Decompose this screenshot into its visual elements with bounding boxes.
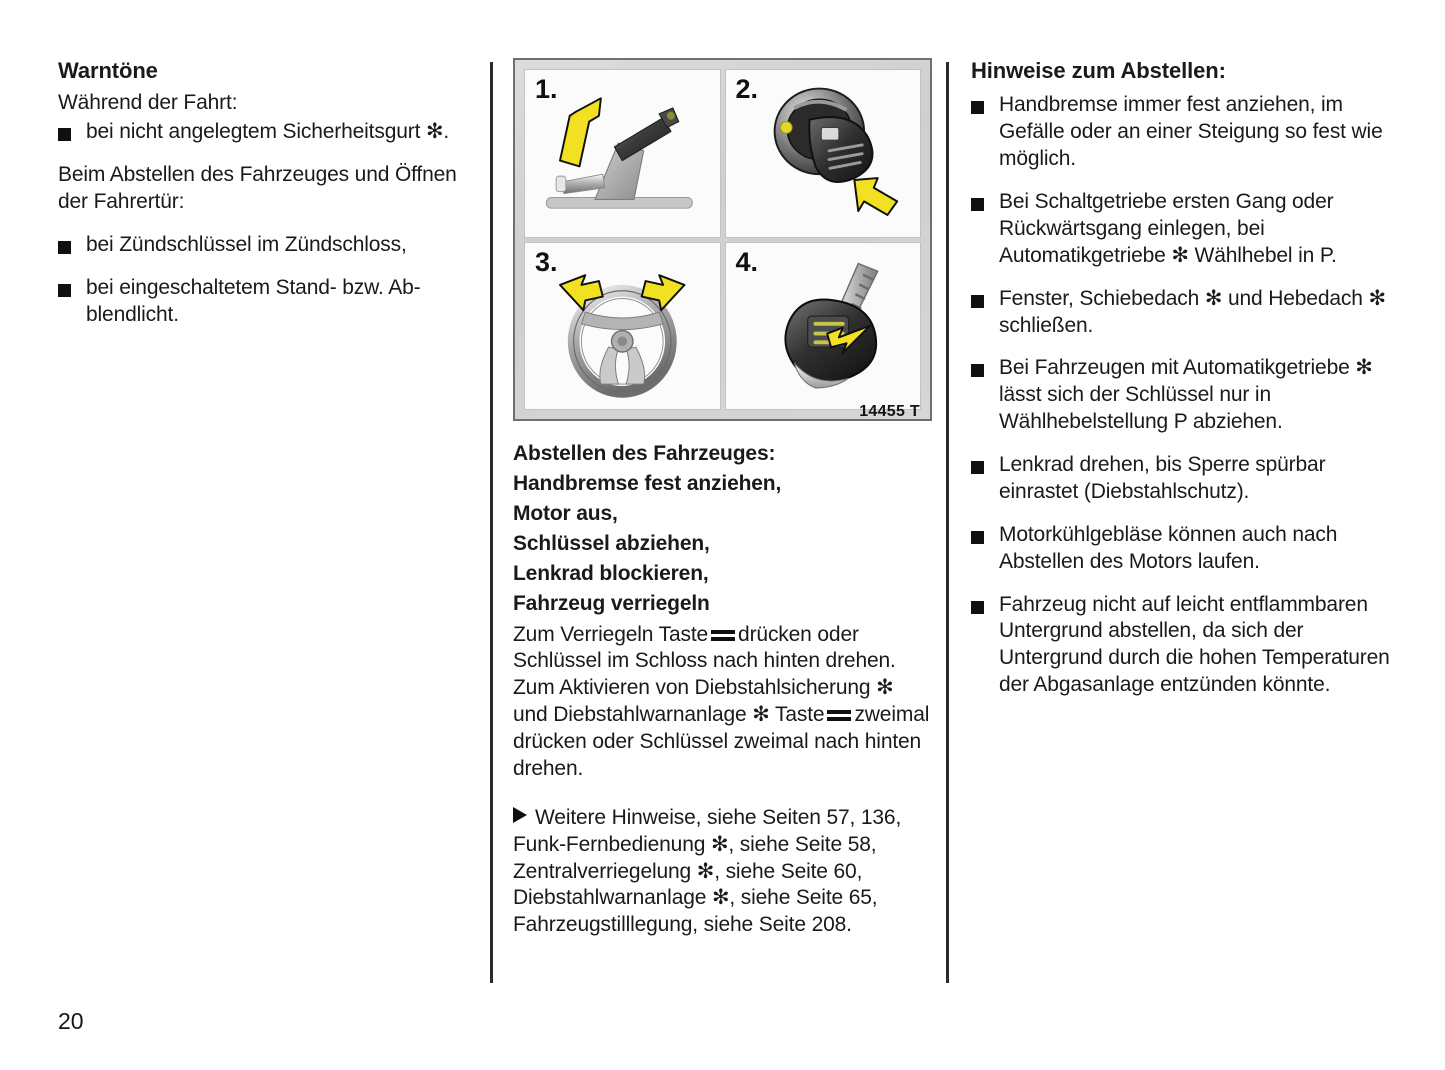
triangle-bullet-icon — [513, 807, 527, 823]
reference-line: Funk-Fernbedienung ✻, siehe Seite 58, — [513, 832, 877, 856]
list-item-label: Lenkrad drehen, bis Sperre spürbar einrastet (Diebstahlschutz). — [999, 453, 1326, 503]
list-item — [971, 355, 1396, 436]
square-bullet-icon — [971, 531, 984, 544]
square-bullet-icon — [971, 461, 984, 474]
middle-column-references — [513, 805, 933, 939]
figure-panel-handbrake — [524, 69, 721, 238]
list-item-label: Bei Fahrzeugen mit Automatikgetriebe ✻ lässt sich der Schlüssel nur in Wählhebelstellung P abziehen. — [999, 356, 1373, 434]
body-text-part-2: drücken oder Schlüssel im Schloss nach hinten drehen. Zum Aktivieren von Diebstahlsicherung ✻ und Diebstahlwarnanlage ✻ Taste — [513, 622, 896, 727]
square-bullet-icon — [58, 284, 71, 297]
bold-line: Motor aus, — [513, 501, 618, 525]
reference-line: Fahrzeugstilllegung, siehe Seite 208. — [513, 913, 852, 937]
reference-line: Zentralverriegelung ✻, siehe Seite 60, — [513, 859, 863, 883]
reference-line: Diebstahlwarnanlage ✻, siehe Seite 65, — [513, 886, 878, 910]
list-item-label: Fenster, Schiebedach ✻ und Hebedach ✻ schließen. — [999, 286, 1386, 337]
panel-number: 4. — [735, 246, 759, 277]
square-bullet-icon — [971, 295, 984, 308]
square-bullet-icon — [58, 241, 71, 254]
page-number: 20 — [58, 1008, 84, 1034]
list-item — [971, 92, 1396, 173]
body-text-part-3: zweimal drücken oder Schlüssel zweimal nach hinten drehen. — [513, 703, 930, 780]
figure-caption: 14455 T — [859, 403, 920, 420]
references-lead: Weitere Hinweise, siehe Seiten 57, 136, — [535, 805, 902, 829]
left-column-second-intro: Beim Abstellen des Fahrzeuges und Öffnen der Fahrertür: — [58, 163, 457, 214]
right-column — [971, 58, 1396, 715]
list-item — [58, 232, 478, 259]
square-bullet-icon — [971, 198, 984, 211]
figure-panel-remote-key — [725, 242, 922, 411]
column-divider-right — [946, 62, 949, 983]
figure-panel-ignition-lock — [725, 69, 922, 238]
middle-column-body — [513, 622, 933, 783]
left-column-intro: Während der Fahrt: — [58, 91, 238, 115]
left-column-heading: Warntöne — [58, 58, 158, 83]
lock-button-symbol-icon — [711, 629, 735, 642]
square-bullet-icon — [971, 364, 984, 377]
left-column — [58, 58, 478, 345]
figure-panel-grid — [524, 69, 921, 410]
middle-column — [513, 440, 933, 939]
bold-line: Abstellen des Fahrzeuges: — [513, 442, 776, 465]
figure-panel-steering-wheel — [524, 242, 721, 411]
square-bullet-icon — [971, 601, 984, 614]
right-column-heading: Hinweise zum Abstellen: — [971, 58, 1226, 83]
list-item-label: Handbremse immer fest anziehen, im Gefälle oder an einer Steigung so fest wie möglich. — [999, 93, 1383, 171]
list-item — [971, 592, 1396, 700]
square-bullet-icon — [58, 128, 71, 141]
bold-line: Fahrzeug verriegeln — [513, 591, 710, 615]
list-item-label: bei Zündschlüssel im Zündschloss, — [86, 232, 407, 256]
lock-button-symbol-icon — [827, 709, 851, 722]
list-item-label: Bei Schaltgetriebe ersten Gang oder Rückwärtsgang einlegen, bei Automatikgetriebe ✻ Wählhebel in P. — [999, 190, 1337, 267]
panel-number: 2. — [735, 74, 759, 104]
list-item — [971, 522, 1396, 576]
middle-column-bold-block — [513, 440, 933, 618]
list-item — [971, 189, 1396, 270]
panel-number: 3. — [535, 246, 558, 277]
right-column-list — [971, 92, 1396, 699]
list-item-label: Fahrzeug nicht auf leicht entflammbaren Untergrund abstellen, da sich der Untergrund durch die hohen Temperaturen der Abgasanlage entzünden könnte. — [999, 592, 1390, 697]
list-item-label: bei nicht angelegtem Sicherheitsgurt ✻. — [86, 120, 450, 144]
bold-line: Lenkrad blockieren, — [513, 561, 709, 585]
list-item — [58, 119, 478, 146]
list-item-label: Motorkühlgebläse können auch nach Abstellen des Motors laufen. — [999, 522, 1338, 573]
instruction-figure — [513, 58, 932, 421]
list-item — [58, 275, 478, 329]
bold-line: Schlüssel abziehen, — [513, 531, 710, 555]
bold-line: Handbremse fest anziehen, — [513, 471, 782, 495]
list-item — [971, 452, 1396, 506]
square-bullet-icon — [971, 101, 984, 114]
left-column-first-list — [58, 119, 478, 146]
body-text-part-1: Zum Verriegeln Taste — [513, 622, 709, 646]
panel-number: 1. — [535, 74, 558, 104]
left-column-second-list — [58, 232, 478, 329]
list-item-label: bei eingeschaltetem Stand- bzw. Ab-blendlicht. — [86, 275, 421, 326]
list-item — [971, 286, 1396, 340]
column-divider-left — [490, 62, 493, 983]
